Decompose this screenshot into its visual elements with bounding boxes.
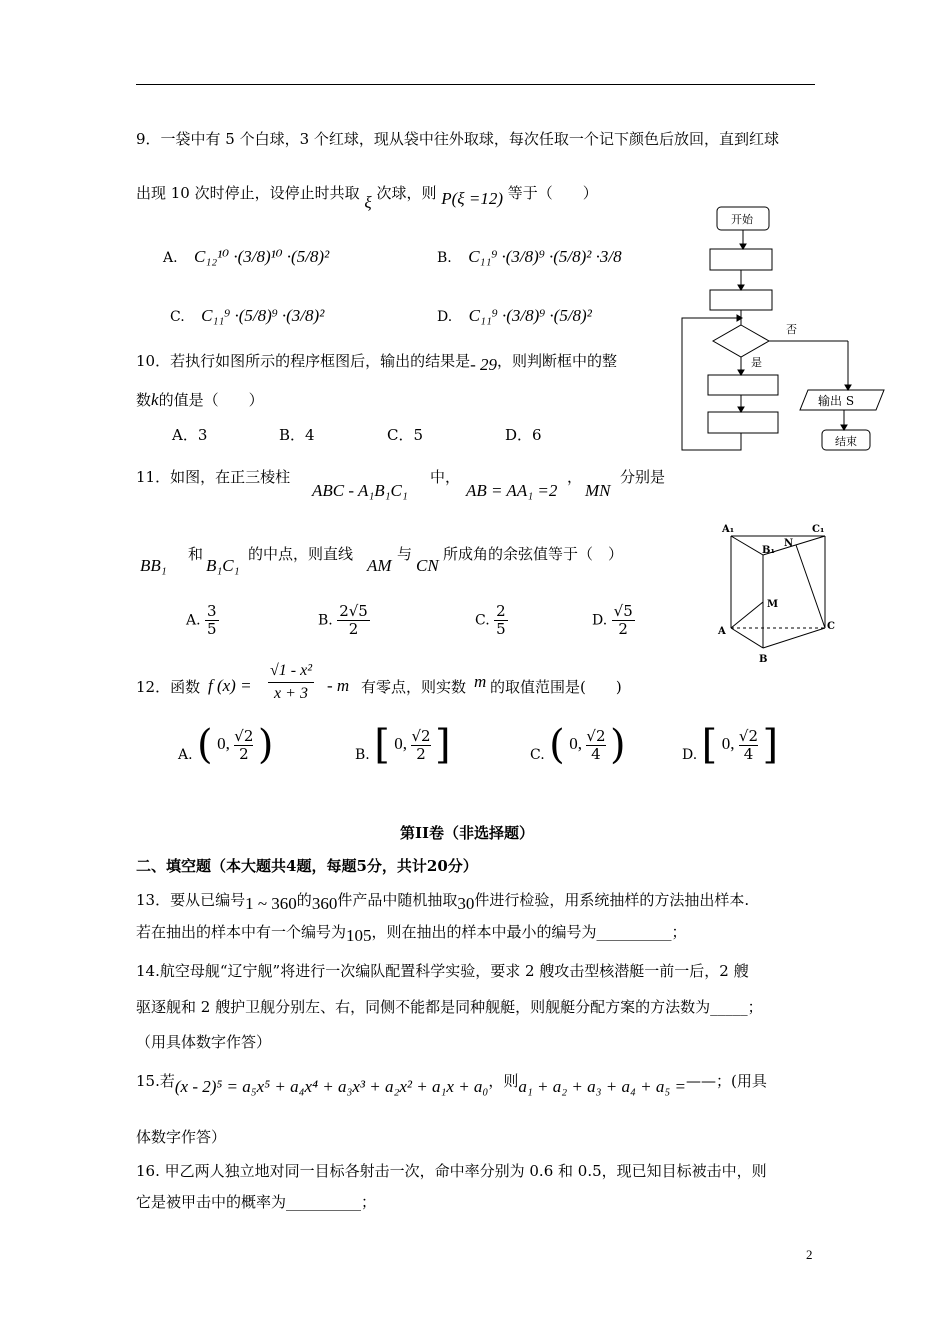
q12-option-d xyxy=(682,722,778,768)
flow-start-text: 开始 xyxy=(731,213,753,226)
q11-option-c-label: C. xyxy=(475,612,490,629)
q10-value: - 29 xyxy=(470,355,498,374)
q11-option-c-den: 5 xyxy=(496,620,506,638)
q9-option-a-expr: C₁₂¹⁰ ·(3/8)¹⁰ ·(5/8)² xyxy=(194,247,330,266)
q11-with: 与 xyxy=(397,545,413,563)
q15-label: 15.若 xyxy=(136,1072,175,1090)
flow-end-text: 结束 xyxy=(835,435,857,448)
prism-label-c1: C₁ xyxy=(812,524,825,535)
q12-option-b-num: √2 xyxy=(411,726,431,745)
q12-option-b-open: [ xyxy=(374,722,390,768)
q14-line2: 驱逐舰和 2 艘护卫舰分别左、右，同侧不能都是同种舰艇，则舰艇分配方案的方法数为_____； xyxy=(136,998,763,1016)
q11-text-e: 所成角的余弦值等于（ ） xyxy=(443,545,624,563)
q13-range: 1 ~ 360 xyxy=(245,894,297,913)
q11-b1c1: B₁C₁ xyxy=(206,556,240,575)
q9-prob: P(ξ =12) xyxy=(441,189,503,208)
q9-xi: ξ xyxy=(364,193,372,212)
q10-option-d: D．6 xyxy=(505,426,542,444)
section2-title: 第II卷（非选择题） xyxy=(400,824,535,842)
q10-text-c: 数 xyxy=(136,391,152,409)
q15-tail: ；(用具 xyxy=(716,1072,767,1090)
q10-option-a: A．3 xyxy=(172,426,208,444)
q13-text-a: 13．要从已编号 xyxy=(136,891,246,909)
q11-option-b-den: 2 xyxy=(348,620,359,638)
q11-option-d-num: √5 xyxy=(613,602,633,620)
q12-option-d-label: D. xyxy=(682,747,698,763)
prism-label-a: A xyxy=(718,626,726,637)
q12-option-d-val: 0, xyxy=(721,734,735,753)
q16-line2: 它是被甲击中的概率为__________； xyxy=(136,1193,377,1211)
q14-line3: （用具体数字作答） xyxy=(136,1033,272,1051)
q9-option-b-expr: C₁₁⁹ ·(3/8)⁹ ·(5/8)² ·3/8 xyxy=(468,247,622,266)
q15-expr: (x - 2)⁵ = a₅x⁵ + a₄x⁴ + a₃x³ + a₂x² + a₁x + a₀ xyxy=(174,1077,489,1096)
q12-option-a-val: 0, xyxy=(217,734,230,753)
q15-sum: a₁ + a₂ + a₃ + a₄ + a₅ = xyxy=(518,1077,687,1096)
prism-label-b: B xyxy=(759,654,768,665)
q12-option-a-num: √2 xyxy=(234,726,254,745)
q13-n360: 360 xyxy=(311,894,338,913)
q10-option-b: B．4 xyxy=(279,426,315,444)
q12-frac-num: √1 - x² xyxy=(268,660,314,683)
q12-option-d-close: ] xyxy=(762,722,779,768)
q13-line2 xyxy=(136,921,687,945)
q9-option-b-label: B. xyxy=(437,250,452,266)
q12-option-a-den: 2 xyxy=(239,744,249,763)
q11-text-c: 分别是 xyxy=(620,468,666,486)
q13-text-b: 的 xyxy=(296,891,312,909)
q12-option-c-close: ) xyxy=(609,722,626,768)
q12-option-c-label: C. xyxy=(530,747,545,763)
q12-option-c-den: 4 xyxy=(591,744,601,763)
q10-text-a: 10．若执行如图所示的程序框图后，输出的结果是 xyxy=(136,352,471,370)
q11-and: 和 xyxy=(188,545,204,563)
q12-minus-m: - m xyxy=(327,676,350,695)
q12-option-c-open: ( xyxy=(549,722,565,768)
q12-option-b-val: 0, xyxy=(394,734,408,753)
q11-option-d-den: 2 xyxy=(618,620,628,638)
q12-frac-den: x + 3 xyxy=(274,685,308,702)
q15-line2: 体数字作答） xyxy=(136,1128,227,1146)
q9-text-a: 出现 10 次时停止，设停止时共取 xyxy=(136,184,360,202)
section2-heading: 二、填空题（本大题共4题，每题5分，共计20分） xyxy=(136,857,478,875)
q10-text-b: ，则判断框中的整 xyxy=(497,352,618,370)
q12-option-b-close: ] xyxy=(435,722,451,768)
prism-label-b1: B₁ xyxy=(762,545,775,556)
q15-line1 xyxy=(136,1070,767,1096)
q15-blank: —— xyxy=(686,1072,717,1090)
q12-option-a-open: ( xyxy=(197,722,213,768)
q11-option-b-num: 2√5 xyxy=(339,602,368,620)
prism-label-m: M xyxy=(767,599,779,610)
q12-option-a-label: A. xyxy=(178,747,193,763)
q10-option-c: C．5 xyxy=(387,426,424,444)
q13-line1 xyxy=(136,889,750,913)
prism-label-a1: A₁ xyxy=(722,524,735,535)
q15-then: ，则 xyxy=(488,1072,519,1090)
q12-option-a-close: ) xyxy=(257,722,274,768)
q12-option-b-label: B. xyxy=(355,747,370,763)
flow-output-text: 输出 S xyxy=(818,394,855,408)
q12-option-b xyxy=(355,722,451,768)
q13-text-d: 件进行检验，用系统抽样的方法抽出样本. xyxy=(474,891,750,909)
q11-text-a: 11．如图，在正三棱柱 xyxy=(136,468,291,486)
q10-text-d: 的值是（ ） xyxy=(158,391,264,409)
q12-option-b-den: 2 xyxy=(416,744,426,763)
q9-option-d-expr: C₁₁⁹ ·(3/8)⁹ ·(5/8)² xyxy=(468,306,592,325)
q9-option-c-label: C. xyxy=(170,309,185,325)
q12-option-c-val: 0, xyxy=(569,734,582,753)
q11-eq: AB = AA₁ =2 xyxy=(466,481,558,500)
q12-text-a: 12．函数 xyxy=(136,678,201,696)
q9-option-c-expr: C₁₁⁹ ·(5/8)⁹ ·(3/8)² xyxy=(201,306,325,325)
q11-text-d: 的中点，则直线 xyxy=(248,545,354,563)
q12-option-d-den: 4 xyxy=(743,744,754,763)
q13-n30: 30 xyxy=(457,894,475,913)
flow-yes-text: 是 xyxy=(751,356,762,369)
q9-text-c: 等于（ ） xyxy=(507,184,598,202)
q11-am: AM xyxy=(367,556,392,575)
q12-text-c: 的取值范围是( ) xyxy=(490,678,622,696)
q12-option-c-num: √2 xyxy=(586,726,606,745)
q12-fx: f (x) = xyxy=(208,676,252,695)
q10-k: k xyxy=(151,390,159,409)
q12-m: m xyxy=(474,672,487,691)
q13-text-e: 若在抽出的样本中有一个编号为 xyxy=(136,923,347,941)
q12-option-c xyxy=(530,722,626,768)
flow-no-text: 否 xyxy=(786,323,797,336)
q11-prism: ABC - A₁B₁C₁ xyxy=(312,481,408,500)
q9-option-d-label: D. xyxy=(437,309,453,325)
q12-fraction xyxy=(268,660,314,705)
page-number: 2 xyxy=(806,1247,813,1262)
q9-line1: 9．一袋中有 5 个白球，3 个红球，现从袋中往外取球，每次任取一个记下颜色后放回，直到红球 xyxy=(136,130,779,148)
q9-option-a-label: A. xyxy=(163,250,178,266)
prism-label-c: C xyxy=(827,621,835,632)
q12-option-d-num: √2 xyxy=(738,726,759,745)
q11-option-b-label: B. xyxy=(318,612,333,629)
q11-option-a-num: 3 xyxy=(207,602,217,620)
q13-text-c: 件产品中随机抽取 xyxy=(337,891,458,909)
q11-comma: ， xyxy=(567,468,583,486)
q11-option-a-label: A. xyxy=(186,612,201,629)
q14-line1: 14.航空母舰“辽宁舰”将进行一次编队配置科学实验，要求 2 艘攻击型核潜艇一前一后，2 艘 xyxy=(136,962,749,980)
q11-bb1: BB₁ xyxy=(140,556,167,575)
q12-option-a xyxy=(178,722,273,768)
q11-cn: CN xyxy=(416,556,439,575)
q11-text-b: 中， xyxy=(430,468,461,486)
q11-option-c-num: 2 xyxy=(496,602,506,620)
q13-n105: 105 xyxy=(346,926,372,945)
q16-line1: 16. 甲乙两人独立地对同一目标各射击一次，命中率分别为 0.6 和 0.5，现已知目标被击中，则 xyxy=(136,1162,767,1180)
prism-label-n: N xyxy=(784,538,794,549)
q13-text-f: ，则在抽出的样本中最小的编号为__________； xyxy=(371,923,687,941)
q12-text-b: 有零点，则实数 xyxy=(361,678,467,696)
q11-option-d-label: D. xyxy=(592,612,608,629)
q9-text-b: 次球，则 xyxy=(376,184,437,202)
q11-option-a-den: 5 xyxy=(207,620,217,638)
q12-option-d-open: [ xyxy=(701,722,718,768)
q11-mn: MN xyxy=(585,481,611,500)
